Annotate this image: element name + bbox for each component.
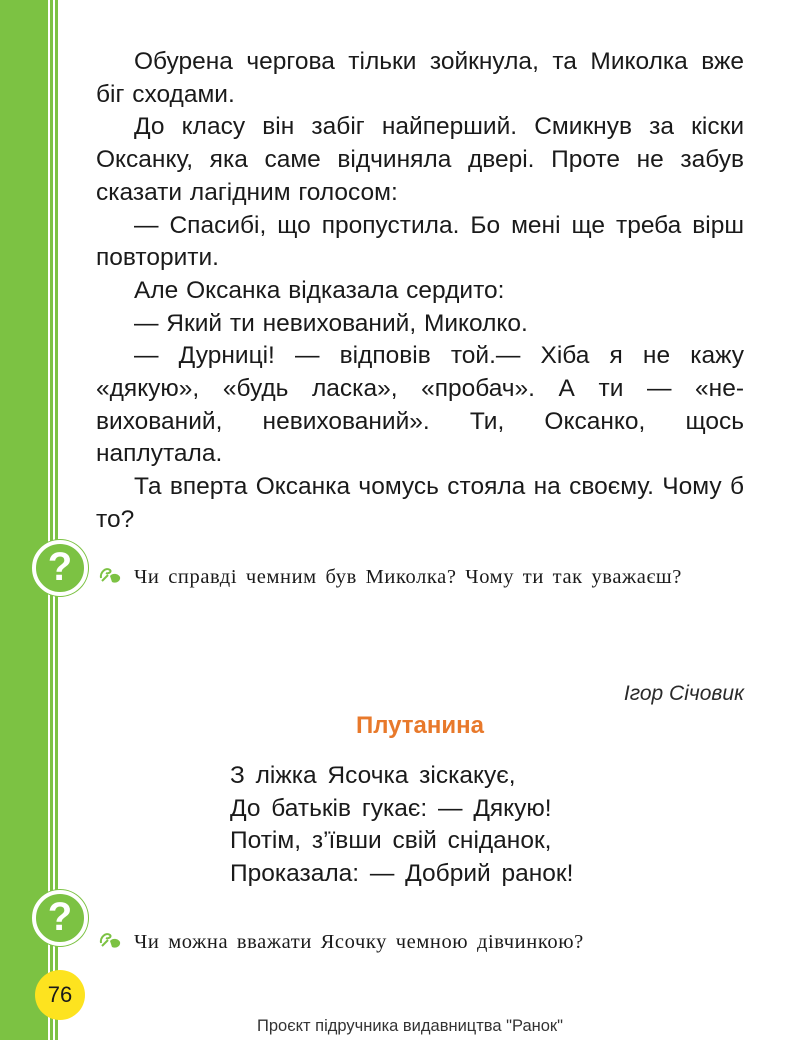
story-paragraph: До класу він забіг найперший. Смикнув за кіски Оксанку, яка саме відчиняла двері. Проте не забув сказати лагідним голосом:	[96, 113, 744, 206]
question-mark-icon	[32, 890, 88, 946]
question-1	[98, 562, 748, 592]
question-2	[98, 927, 748, 957]
story-paragraph: Та вперта Оксанка чомусь стояла на своєму. Чому б то?	[96, 473, 744, 533]
question-mark-glyph: ?	[47, 894, 73, 939]
poem-author: Ігор Січовик	[623, 682, 744, 705]
poem-line: З ліжка Ясочка зіскакує,	[230, 762, 516, 789]
side-bar	[0, 0, 60, 1040]
poem-text	[230, 760, 573, 890]
story-paragraph: — Дурниці! — відповів той.— Хіба я не кажу «дякую», «будь ласка», «пробач». А ти — «невихований, невихований». Ти, Оксанко, щось наплутала.	[96, 342, 744, 468]
question-mark-icon	[32, 540, 88, 596]
question-mark-glyph: ?	[47, 544, 73, 589]
poem-line: Проказала: — Добрий ранок!	[230, 859, 574, 887]
side-stripe	[48, 0, 50, 1040]
footer-text: Проєкт підручника видавництва "Ранок"	[257, 1017, 563, 1035]
pencil-icon	[98, 564, 124, 586]
story-paragraph: Обурена чергова тільки зойкнула, та Миколка вже біг сходами.	[96, 48, 744, 108]
poem-line: До батьків гукає: — Дякую!	[230, 794, 552, 822]
question-text: Чи справді чемним був Миколка? Чому ти так уважаєш?	[134, 566, 682, 588]
page-number: 76	[35, 970, 85, 1020]
side-stripe	[53, 0, 55, 1040]
poem-line: Потім, з’ївши свій сніданок,	[230, 827, 552, 854]
story-paragraph: Але Оксанка відказала сердито:	[134, 276, 505, 304]
story-text	[96, 46, 744, 537]
poem-title: Плутанина	[355, 712, 484, 739]
story-paragraph: — Який ти невихований, Миколко.	[134, 309, 528, 337]
pencil-icon	[98, 929, 124, 951]
side-stripe	[58, 0, 60, 1040]
story-paragraph: — Спасибі, що пропустила. Бо мені ще треба вірш повторити.	[96, 211, 744, 272]
question-text: Чи можна вважати Ясочку чемною дівчинкою?	[134, 931, 584, 953]
